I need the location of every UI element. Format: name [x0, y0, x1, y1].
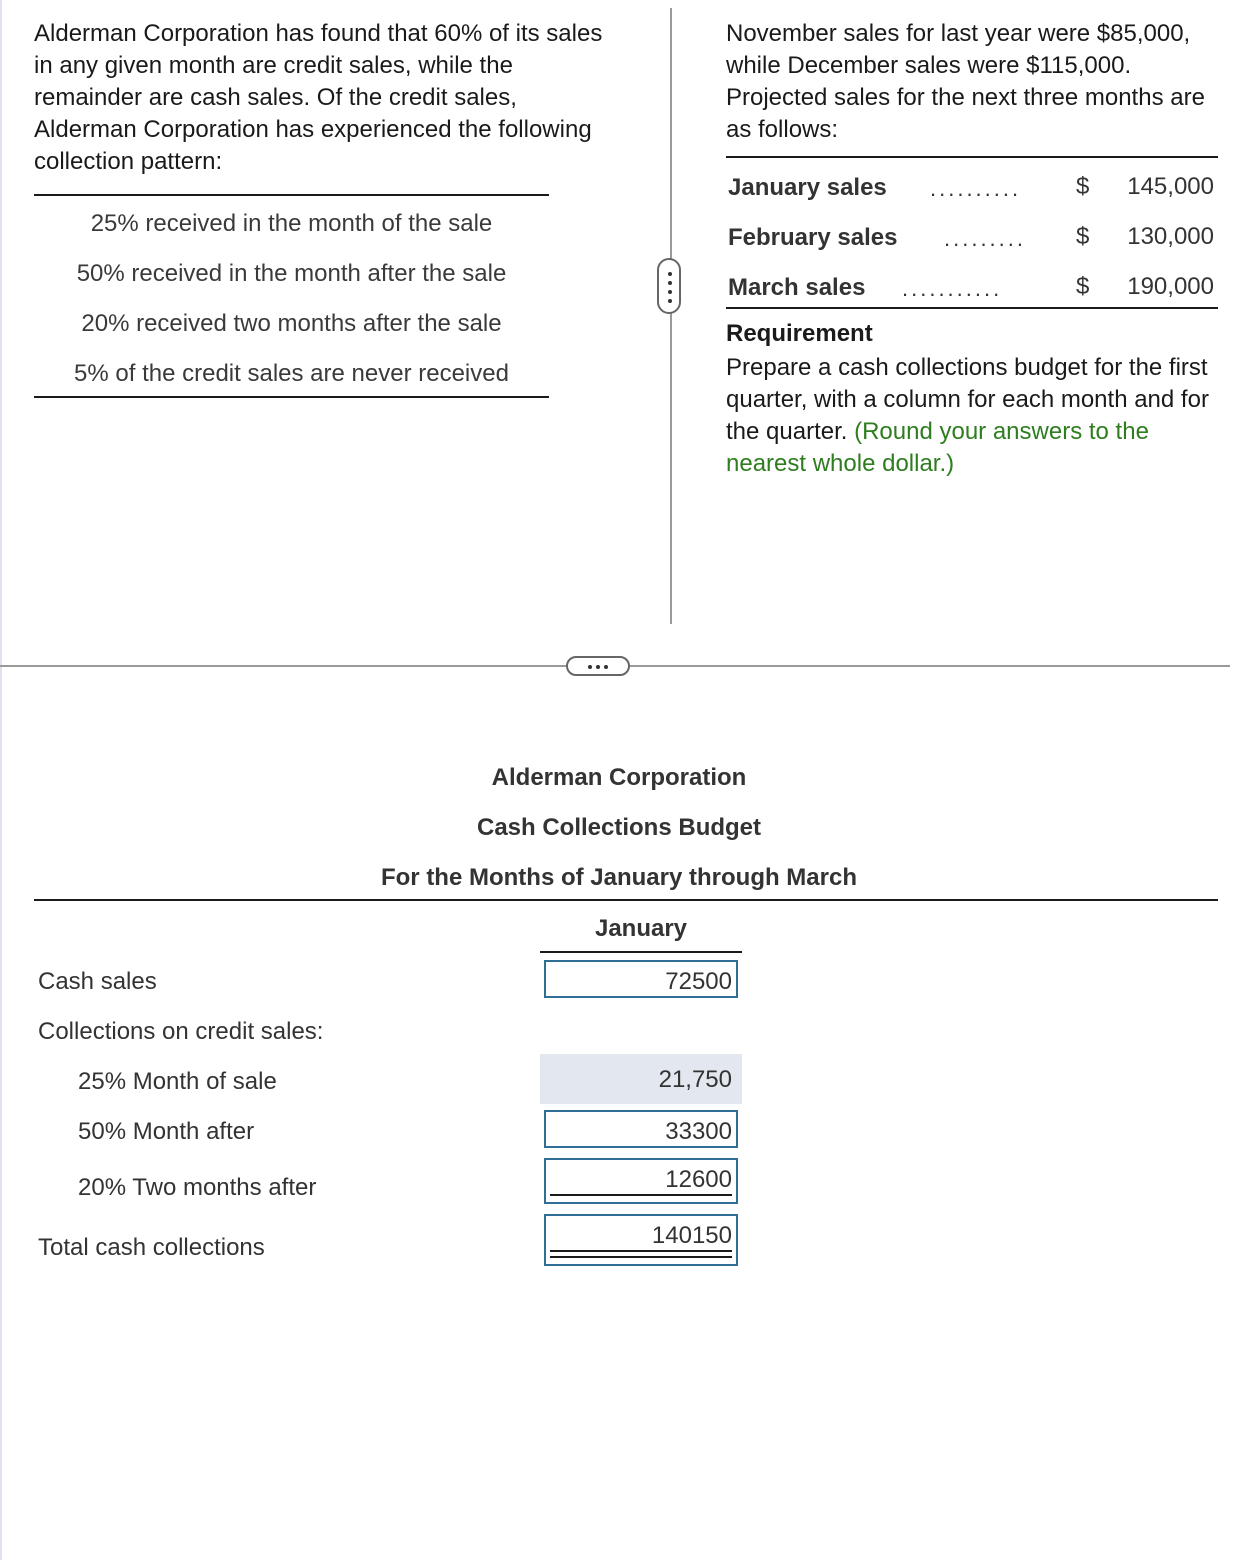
sales-bottom-rule [726, 307, 1218, 309]
column-header-january: January [594, 915, 688, 942]
total-collections-input[interactable]: 140150 [544, 1214, 738, 1266]
january-sales-amount: 145,000 [1127, 173, 1214, 200]
pattern-row-4: 5% of the credit sales are never received [74, 360, 509, 387]
horizontal-resize-handle[interactable] [566, 656, 630, 676]
requirement-body: Prepare a cash collections budget for the first quarter, with a column for each month and for the quarter. [726, 354, 1209, 445]
intro-text: Alderman Corporation has found that 60% of its sales in any given month are credit sales, while the remainder are cash sales. Of the credit sales, Alderman Corporation has experienced the following collection pattern: [34, 20, 603, 175]
cash-sales-input[interactable]: 72500 [544, 960, 738, 998]
january-sales-label: January sales [728, 174, 887, 201]
pattern-row-1: 25% received in the month of the sale [90, 210, 493, 237]
pattern-row-3: 20% received two months after the sale [81, 310, 502, 337]
march-sales-amount: 190,000 [1127, 273, 1214, 300]
budget-period: For the Months of January through March [380, 864, 857, 891]
pattern-bottom-rule [34, 396, 549, 398]
requirement-title: Requirement [726, 320, 873, 347]
february-sales-leader: ......... [944, 226, 1027, 251]
march-sales-currency: $ [1076, 273, 1090, 300]
sales-intro-text: November sales for last year were $85,000, while December sales were $115,000. Projected sales for the next three months are as follows: [726, 20, 1205, 143]
pattern-top-rule [34, 194, 549, 196]
february-sales-amount: 130,000 [1127, 223, 1214, 250]
rounding-note: (Round your answers to the nearest whole dollar.) [726, 418, 1149, 477]
two-months-after-input[interactable]: 12600 [544, 1158, 738, 1204]
budget-title: Cash Collections Budget [476, 814, 762, 841]
february-sales-label: February sales [728, 224, 898, 251]
month-of-sale-value: 21,750 [540, 1054, 742, 1104]
cash-sales-label: Cash sales [38, 968, 157, 995]
vertical-resize-handle[interactable] [657, 258, 681, 314]
vertical-divider [670, 8, 672, 624]
requirement-text [726, 352, 1221, 480]
column-header-rule [540, 951, 742, 953]
total-collections-label: Total cash collections [38, 1234, 265, 1261]
budget-header-rule [34, 899, 1218, 901]
month-after-input[interactable]: 33300 [544, 1110, 738, 1148]
total-double-underline-2 [550, 1256, 732, 1258]
subtotal-underline [550, 1194, 732, 1196]
march-sales-leader: ........... [902, 276, 1003, 301]
march-sales-label: March sales [728, 274, 866, 301]
collections-header-label: Collections on credit sales: [38, 1018, 324, 1045]
january-sales-leader: .......... [930, 176, 1022, 201]
month-after-label: 50% Month after [78, 1118, 255, 1145]
sales-top-rule [726, 156, 1218, 158]
january-sales-currency: $ [1076, 173, 1090, 200]
february-sales-currency: $ [1076, 223, 1090, 250]
pattern-row-2: 50% received in the month after the sale [76, 260, 507, 287]
budget-company: Alderman Corporation [491, 764, 747, 791]
month-of-sale-label: 25% Month of sale [78, 1068, 277, 1095]
two-months-after-label: 20% Two months after [78, 1174, 317, 1201]
total-double-underline-1 [550, 1250, 732, 1252]
